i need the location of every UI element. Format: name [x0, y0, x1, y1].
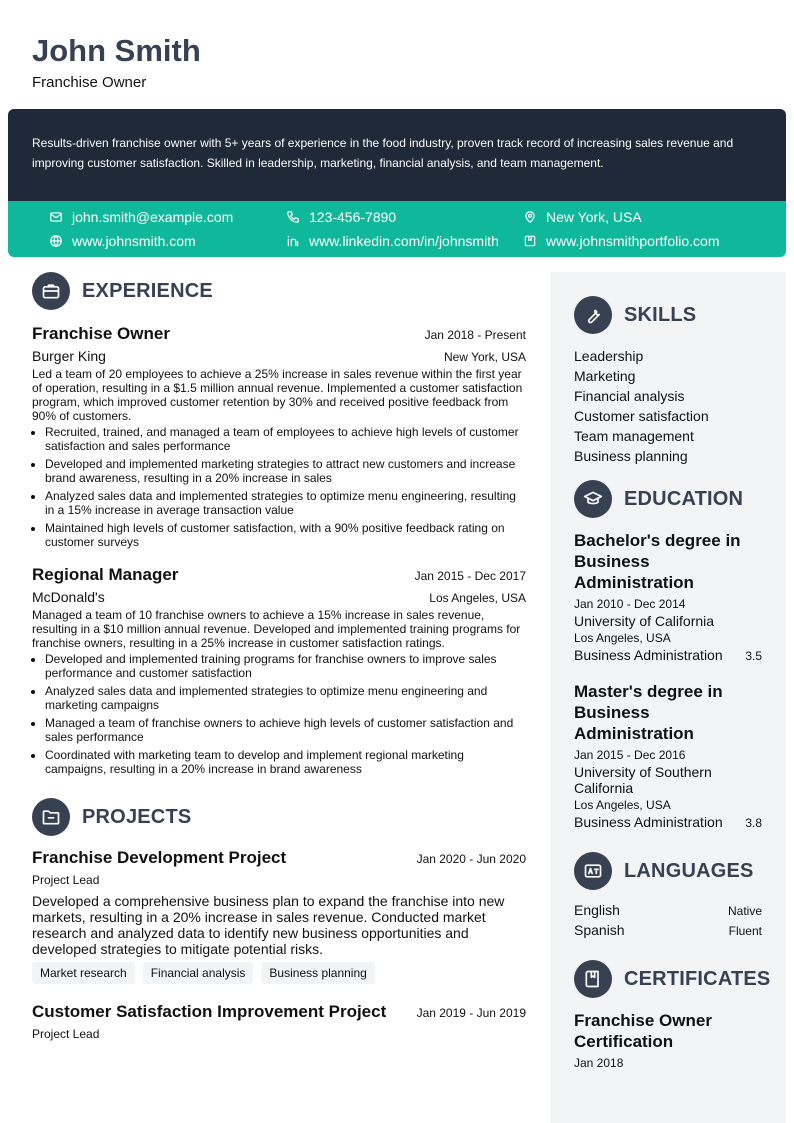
contact-phone[interactable] [286, 209, 396, 225]
contact-phone-text: 123-456-7890 [309, 209, 397, 225]
experience-heading [32, 272, 526, 310]
project-description: Developed a comprehensive business plan to expand the franchise into new markets, resulting in a 20% increase in sales revenue. Conducted market research and analyzed data to identify new business opportunities and developed strategies to mitigate potential risks. [32, 893, 505, 957]
job-dates: Jan 2015 - Dec 2017 [414, 569, 526, 583]
briefcase-icon [32, 272, 70, 310]
education-gpa: 3.8 [745, 816, 762, 830]
projects-title: PROJECTS [82, 805, 192, 828]
education-degree: Master's degree in Business Administration [574, 682, 723, 743]
education-dates: Jan 2010 - Dec 2014 [574, 597, 686, 611]
skills-heading [574, 296, 762, 334]
graduation-cap-icon [574, 480, 612, 518]
job-title: Franchise Owner [32, 324, 170, 343]
contact-location [523, 209, 642, 225]
translate-icon [574, 852, 612, 890]
job-bullet: • Recruited, trained, and managed a team of employees to achieve high levels of customer satisfaction and sales performance [45, 425, 526, 453]
contact-portfolio[interactable] [523, 233, 720, 249]
skill-item: Marketing [574, 368, 636, 384]
contact-email-text: john.smith@example.com [72, 209, 234, 225]
certificates-title: CERTIFICATES [624, 967, 771, 990]
education-location: Los Angeles, USA [574, 631, 671, 645]
contact-linkedin-text: www.linkedin.com/in/johnsmith [309, 233, 499, 249]
project-dates: Jan 2019 - Jun 2019 [416, 1006, 526, 1020]
wrench-icon [574, 296, 612, 334]
project-tag: Business planning [261, 962, 374, 984]
main-column [32, 272, 526, 1041]
education-school: University of California [574, 613, 715, 629]
contact-website[interactable] [49, 233, 196, 249]
education-entry [574, 530, 762, 665]
skill-item: Financial analysis [574, 388, 685, 404]
contact-location-text: New York, USA [546, 209, 642, 225]
experience-title: EXPERIENCE [82, 279, 213, 302]
mail-icon [49, 210, 63, 224]
job-company: Burger King [32, 348, 106, 364]
candidate-title: Franchise Owner [32, 74, 147, 91]
project-role: Project Lead [32, 873, 100, 887]
job-bullet: • Analyzed sales data and implemented strategies to optimize menu engineering and marketing campaigns [45, 684, 526, 712]
job-title: Regional Manager [32, 565, 179, 584]
job-location: Los Angeles, USA [429, 591, 526, 605]
job-bullet: • Developed and implemented marketing strategies to attract new customers and increase brand awareness, resulting in a 20% increase in sales [45, 457, 526, 485]
resume-header [32, 32, 201, 91]
job-bullet: • Managed a team of franchise owners to achieve high levels of customer satisfaction and sales performance [45, 716, 526, 744]
portfolio-icon [523, 234, 537, 248]
skills-title: SKILLS [624, 303, 697, 326]
phone-icon [286, 210, 300, 224]
skill-item: Team management [574, 428, 694, 444]
projects-heading [32, 798, 526, 836]
language-level: Fluent [728, 924, 762, 938]
project-entry [32, 848, 526, 984]
certificates-heading [574, 960, 771, 998]
education-field: Business Administration [574, 814, 723, 830]
job-bullet: • Maintained high levels of customer satisfaction, with a 90% positive feedback rating on customer surveys [45, 521, 526, 549]
sidebar-column [550, 272, 786, 1123]
job-bullet: • Coordinated with marketing team to develop and implement regional marketing campaigns, resulting in a 20% increase in brand awareness [45, 748, 526, 776]
job-company: McDonald's [32, 589, 105, 605]
job-entry [32, 565, 526, 776]
education-location: Los Angeles, USA [574, 798, 671, 812]
skill-item: Business planning [574, 448, 688, 464]
summary-box [8, 109, 786, 257]
job-dates: Jan 2018 - Present [424, 328, 526, 342]
language-name: Spanish [574, 922, 625, 938]
project-tags [32, 962, 526, 984]
contact-bar [8, 201, 786, 257]
contact-email[interactable] [49, 209, 233, 225]
languages-heading [574, 852, 762, 890]
project-dates: Jan 2020 - Jun 2020 [416, 852, 526, 866]
job-location: New York, USA [443, 350, 526, 364]
certificate-date: Jan 2018 [574, 1056, 624, 1070]
language-name: English [574, 902, 620, 918]
job-entry [32, 324, 526, 549]
job-bullet: • Developed and implemented training programs for franchise owners to improve sales performance and customer satisfaction [45, 652, 526, 680]
job-description: Led a team of 20 employees to achieve a 25% increase in sales revenue within the first year of operation, resulting in a $1.5 million annual revenue. Implemented a customer satisfaction program, which improved customer retention by 30% and received positive feedback from 90% of customers. [32, 367, 523, 423]
project-entry [32, 1002, 526, 1041]
job-bullets [32, 425, 526, 549]
skill-item: Customer satisfaction [574, 408, 709, 424]
project-title: Customer Satisfaction Improvement Project [32, 1002, 387, 1021]
language-row [574, 902, 762, 922]
project-tag: Market research [32, 962, 135, 984]
education-entry [574, 681, 762, 832]
project-role: Project Lead [32, 1027, 100, 1041]
contact-website-text: www.johnsmith.com [72, 233, 196, 249]
skill-item: Leadership [574, 348, 644, 364]
education-dates: Jan 2015 - Dec 2016 [574, 748, 686, 762]
linkedin-icon [286, 234, 300, 248]
job-bullets [32, 652, 526, 776]
job-bullet: • Analyzed sales data and implemented strategies to optimize menu engineering, resulting in a 15% increase in average transaction value [45, 489, 526, 517]
education-degree: Bachelor's degree in Business Administration [574, 531, 741, 592]
education-gpa: 3.5 [745, 649, 762, 663]
candidate-name: John Smith [32, 33, 201, 68]
languages-list [574, 902, 762, 942]
skills-list [574, 346, 762, 466]
project-tag: Financial analysis [143, 962, 254, 984]
language-row [574, 922, 762, 942]
language-level: Native [727, 904, 762, 918]
project-title: Franchise Development Project [32, 848, 287, 867]
book-icon [574, 960, 612, 998]
map-pin-icon [523, 210, 537, 224]
education-heading [574, 480, 762, 518]
education-field: Business Administration [574, 647, 723, 663]
education-school: University of Southern California [574, 764, 712, 796]
folder-icon [32, 798, 70, 836]
contact-portfolio-text: www.johnsmithportfolio.com [546, 233, 720, 249]
summary-text: Results-driven franchise owner with 5+ years of experience in the food industry, proven track record of increasing sales revenue and improving customer satisfaction. Skilled in leadership, marketing, financial analysis, and team management. [8, 109, 786, 201]
job-description: Managed a team of 10 franchise owners to achieve a 15% increase in sales revenue, resulting in a $10 million annual revenue. Developed and implemented training programs for franchise owners, resulting in a 25% increase in customer satisfaction ratings. [32, 608, 521, 650]
languages-title: LANGUAGES [624, 859, 754, 882]
globe-icon [49, 234, 63, 248]
certificate-name: Franchise Owner Certification [574, 1011, 712, 1051]
certificate-entry [574, 1010, 762, 1072]
education-title: EDUCATION [624, 487, 744, 510]
contact-linkedin[interactable] [286, 233, 499, 249]
